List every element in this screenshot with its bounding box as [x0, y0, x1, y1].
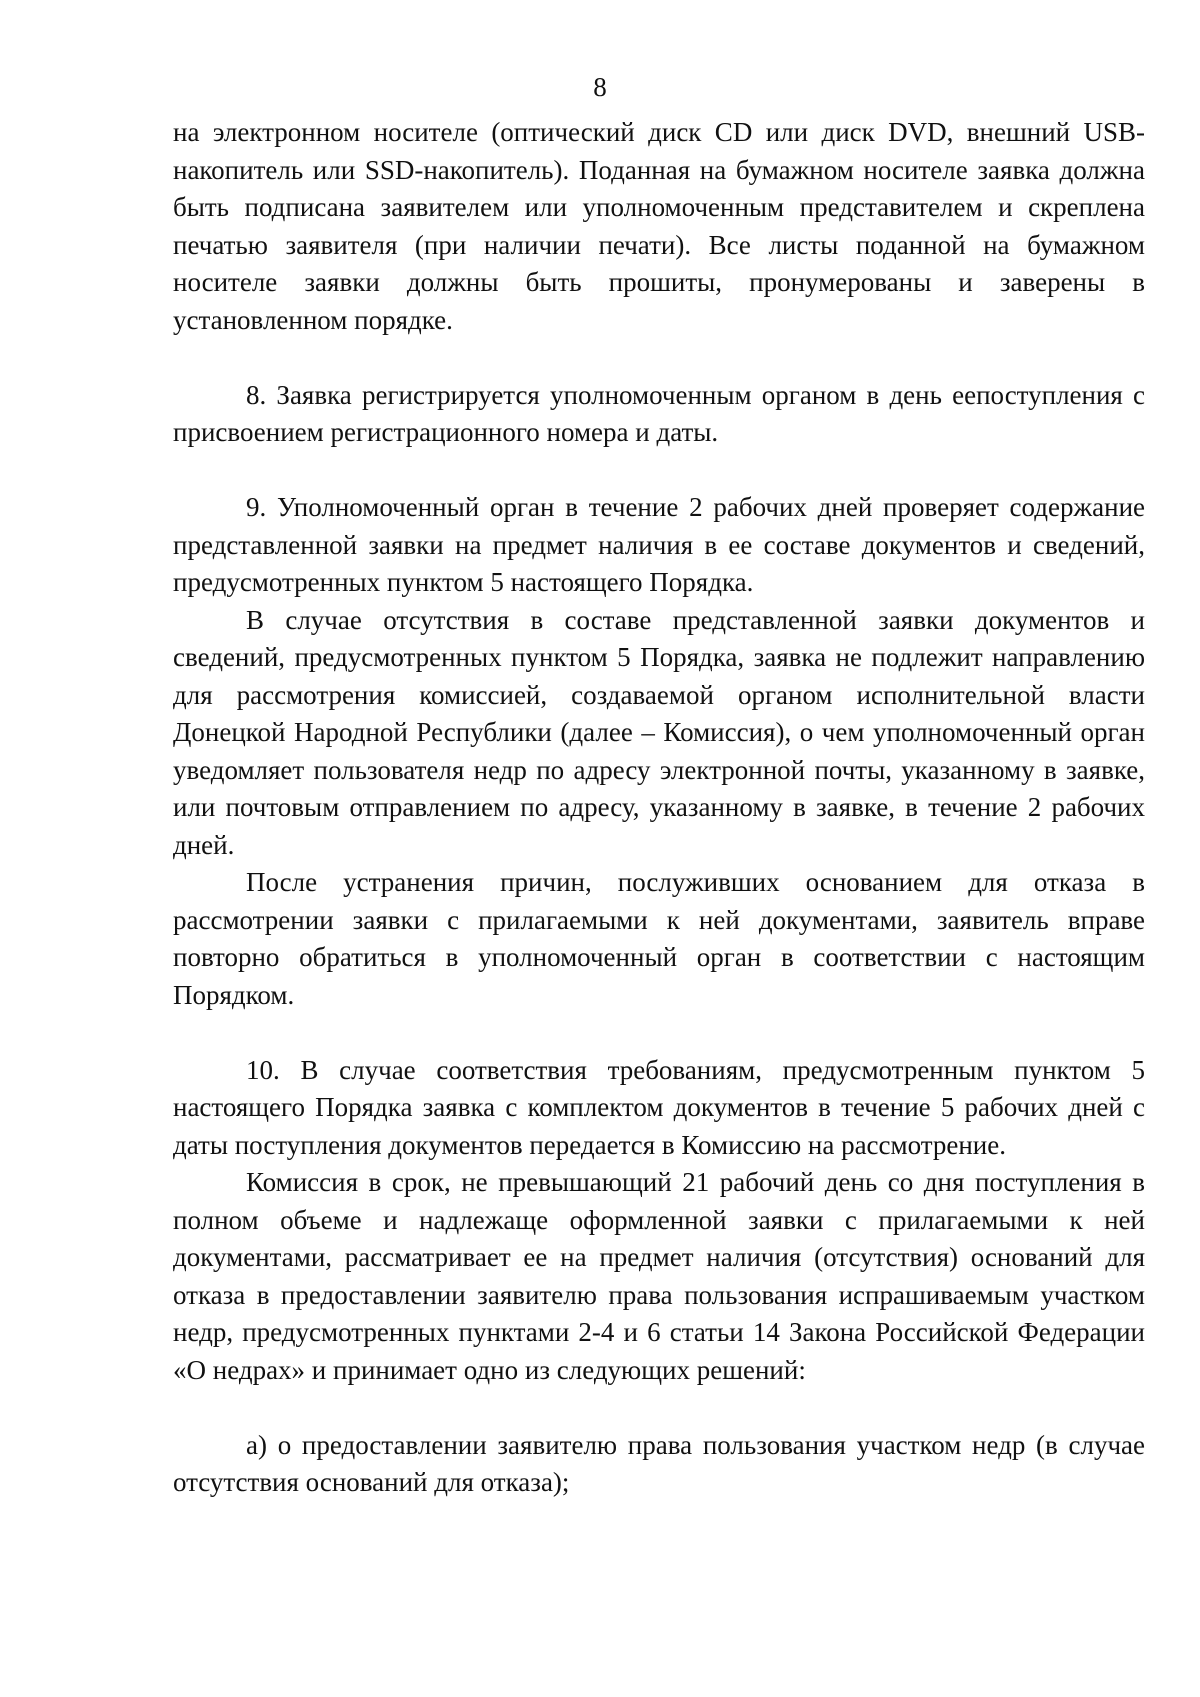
- document-body: [173, 114, 1145, 1502]
- paragraph-spacer: [173, 1014, 1145, 1052]
- paragraph-item-10-commission: Комиссия в срок, не превышающий 21 рабочий день со дня поступления в полном объеме и надлежаще оформленной заявки с прилагаемыми к ней документами, рассматривает ее на предмет наличия (отсутствия) оснований для отказа в предоставлении заявителю права пользования испрашиваемым участком недр, предусмотренных пунктами 2-4 и 6 статьи 14 Закона Российской Федерации «О недрах» и принимает одно из следующих решений:: [173, 1167, 1145, 1385]
- paragraph-submission-continuation: на электронном носителе (оптический диск CD или диск DVD, внешний USB-накопитель или SSD-накопитель). Поданная на бумажном носителе заявка должна быть подписана заявителем или уполномоченным представителем и скреплена печатью заявителя (при наличии печати). Все листы поданной на бумажном носителе заявки должны быть прошиты, пронумерованы и заверены в установленном порядке.: [173, 117, 1145, 335]
- paragraph-item-10: 10. В случае соответствия требованиям, предусмотренным пунктом 5 настоящего Порядка заявка с комплектом документов в течение 5 рабочих дней с даты поступления документов передается в Комиссию на рассмотрение.: [173, 1054, 1145, 1160]
- paragraph-item-8: 8. Заявка регистрируется уполномоченным органом в день еепоступления с присвоением регистрационного номера и даты.: [173, 379, 1145, 447]
- paragraph-spacer: [173, 1389, 1145, 1427]
- paragraph-item-9-resubmission: После устранения причин, послуживших основанием для отказа в рассмотрении заявки с прилагаемыми к ней документами, заявитель вправе повторно обратиться в уполномоченный орган в соответствии с настоящим Порядком.: [173, 867, 1145, 1010]
- paragraph-item-9-refusal: В случае отсутствия в составе представленной заявки документов и сведений, предусмотренных пунктом 5 Порядка, заявка не подлежит направлению для рассмотрения комиссией, создаваемой органом исполнительной власти Донецкой Народной Республики (далее – Комиссия), о чем уполномоченный орган уведомляет пользователя недр по адресу электронной почты, указанному в заявке, или почтовым отправлением по адресу, указанному в заявке, в течение 2 рабочих дней.: [173, 604, 1145, 860]
- paragraph-spacer: [173, 452, 1145, 490]
- paragraph-item-9: 9. Уполномоченный орган в течение 2 рабочих дней проверяет содержание представленной заявки на предмет наличия в ее составе документов и сведений, предусмотренных пунктом 5 настоящего Порядка.: [173, 492, 1145, 597]
- page-number: 8: [593, 72, 607, 102]
- paragraph-subitem-a: а) о предоставлении заявителю права пользования участком недр (в случае отсутствия оснований для отказа);: [173, 1429, 1145, 1497]
- paragraph-spacer: [173, 339, 1145, 377]
